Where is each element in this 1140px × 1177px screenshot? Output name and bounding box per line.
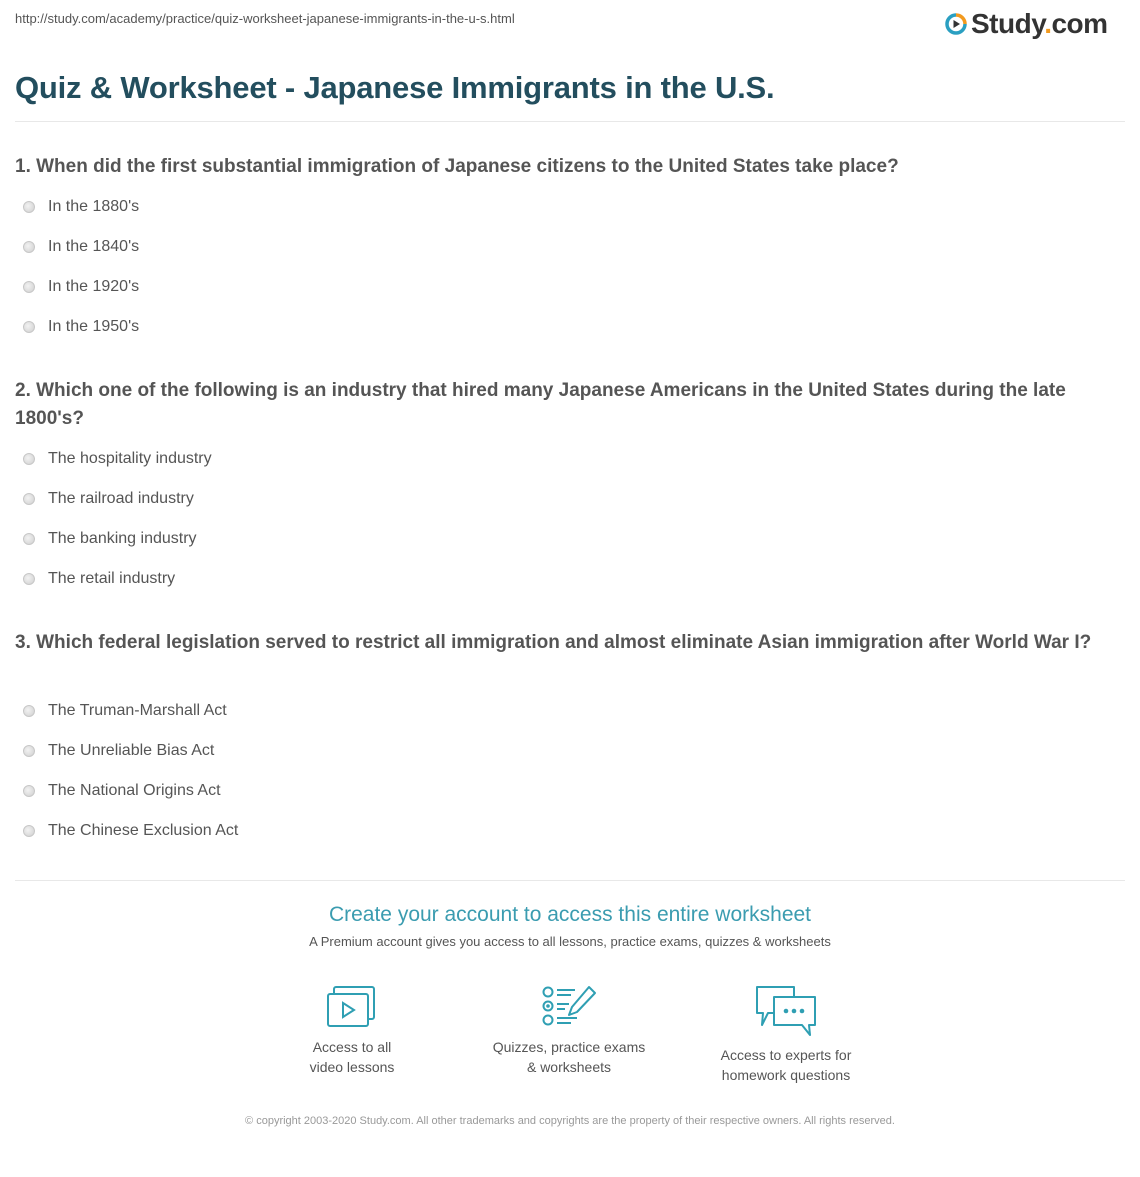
radio-button[interactable] [23, 453, 35, 465]
radio-button[interactable] [23, 745, 35, 757]
answer-option[interactable]: In the 1920's [23, 278, 139, 296]
answer-option[interactable]: The Truman-Marshall Act [23, 702, 227, 720]
answer-option[interactable]: The Unreliable Bias Act [23, 742, 214, 760]
question-1: 1. When did the first substantial immigration of Japanese citizens to the United States take place? [15, 156, 899, 177]
radio-button[interactable] [23, 493, 35, 505]
page-url: http://study.com/academy/practice/quiz-worksheet-japanese-immigrants-in-the-u-s.html [15, 11, 515, 26]
answer-option[interactable]: In the 1950's [23, 318, 139, 336]
play-logo-icon [945, 13, 967, 35]
copyright-footer: © copyright 2003-2020 Study.com. All other trademarks and copyrights are the property of their respective owners. All rights reserved. [245, 1115, 895, 1127]
page-title: Quiz & Worksheet - Japanese Immigrants in the U.S. [15, 70, 775, 105]
answer-option[interactable]: The railroad industry [23, 490, 194, 508]
answer-option[interactable]: In the 1880's [23, 198, 139, 216]
cta-subtitle: A Premium account gives you access to all lessons, practice exams, quizzes & worksheets [309, 934, 831, 949]
feature-video-lessons: Access to all video lessons [262, 985, 442, 1077]
radio-button[interactable] [23, 825, 35, 837]
divider [15, 121, 1125, 122]
radio-button[interactable] [23, 533, 35, 545]
answer-option[interactable]: The Chinese Exclusion Act [23, 822, 238, 840]
radio-button[interactable] [23, 281, 35, 293]
feature-experts: Access to experts for homework questions [696, 985, 876, 1085]
study-logo[interactable] [945, 8, 1108, 40]
radio-button[interactable] [23, 321, 35, 333]
radio-button[interactable] [23, 573, 35, 585]
answer-option[interactable]: In the 1840's [23, 238, 139, 256]
answer-option[interactable]: The National Origins Act [23, 782, 221, 800]
answer-option[interactable]: The retail industry [23, 570, 175, 588]
radio-button[interactable] [23, 241, 35, 253]
chat-experts-icon [754, 985, 818, 1037]
question-2: 2. Which one of the following is an industry that hired many Japanese Americans in the United States during the late 1800's? [15, 380, 1066, 429]
logo-text: Study.com [971, 8, 1108, 39]
question-3: 3. Which federal legislation served to restrict all immigration and almost eliminate Asian immigration after World War I? [15, 632, 1092, 653]
feature-quizzes: Quizzes, practice exams & worksheets [479, 985, 659, 1077]
divider [15, 880, 1125, 881]
video-lessons-icon [326, 985, 378, 1029]
answer-option[interactable]: The hospitality industry [23, 450, 212, 468]
cta-title[interactable]: Create your account to access this entire worksheet [328, 903, 812, 926]
quiz-checklist-icon [541, 985, 597, 1029]
radio-button[interactable] [23, 201, 35, 213]
radio-button[interactable] [23, 785, 35, 797]
radio-button[interactable] [23, 705, 35, 717]
answer-option[interactable]: The banking industry [23, 530, 197, 548]
